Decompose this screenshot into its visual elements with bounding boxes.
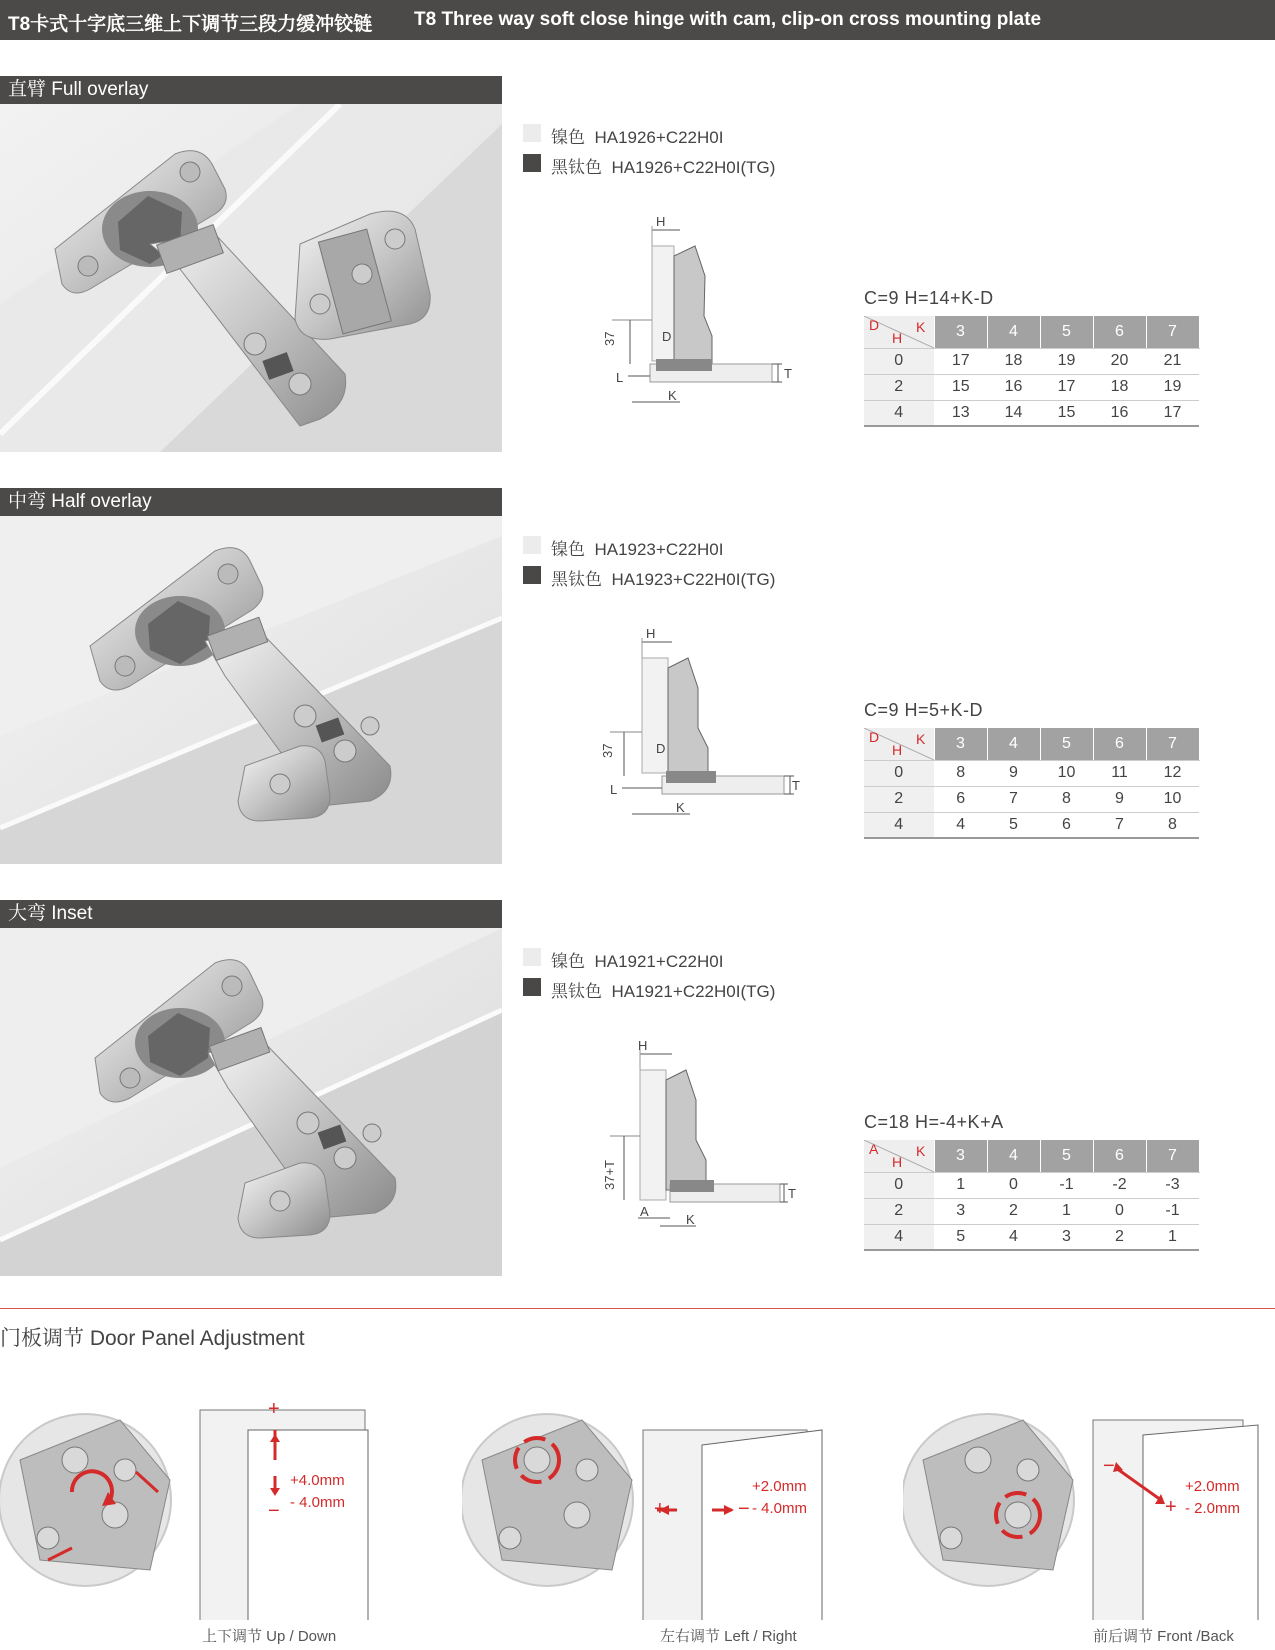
table-row: 2 3 2 1 0 -1 [864,1198,1199,1224]
col-header: 4 [987,316,1040,348]
col-header: 7 [1146,728,1199,760]
black-titanium-swatch [523,978,541,996]
section-divider [0,1308,1275,1309]
adjust-value-plus: +2.0mm [1185,1478,1240,1495]
minus-icon: − [738,1498,750,1520]
section-title: 直臂 Full overlay [0,76,502,104]
label-k: K [668,388,677,403]
section-title: 中弯 Half overlay [0,488,502,516]
col-header: 4 [987,728,1040,760]
col-header: 6 [1093,728,1146,760]
label-a: A [640,1204,649,1219]
label-t: T [788,1186,796,1201]
color-name: 黑钛色 [551,570,602,589]
adjust-value-minus: - 4.0mm [752,1500,808,1517]
plus-icon: + [268,1398,280,1420]
hinge-photo [0,104,502,452]
label-k: K [686,1212,695,1227]
minus-icon: − [1103,1455,1115,1477]
title-cn: T8卡式十字底三维上下调节三段力缓冲铰链 [8,14,373,35]
col-header: 7 [1146,316,1199,348]
col-header: 3 [934,316,987,348]
spec-table [864,1140,1200,1251]
section-full-overlay [0,76,1275,454]
adjust-up-down [0,1400,420,1650]
adjust-left-right [462,1400,882,1650]
label-t: T [784,366,792,381]
col-header: 3 [934,728,987,760]
nickel-swatch [523,948,541,966]
plus-icon: + [654,1498,666,1520]
col-header: 5 [1040,728,1093,760]
table-corner: D H K [864,316,934,348]
formula: C=18 H=-4+K+A [864,1112,1004,1132]
dimension-diagram [600,216,800,406]
color-name: 黑钛色 [551,158,602,177]
color-name: 镍色 [551,540,585,559]
col-header: 6 [1093,316,1146,348]
label-l: L [616,370,624,385]
plus-icon: + [1165,1496,1177,1518]
nickel-swatch [523,124,541,142]
col-header: 3 [934,1140,987,1172]
table-row: 0 8 9 10 11 12 [864,760,1199,786]
label-37-t: 37+T [602,1160,617,1190]
adjust-caption: 前后调节 Front /Back [1093,1628,1234,1645]
color-name: 镍色 [551,952,585,971]
table-row: 0 17 18 19 20 21 [864,348,1199,374]
formula: C=9 H=5+K-D [864,700,984,720]
spec-table [864,728,1200,839]
color-name: 镍色 [551,128,585,147]
model-code: HA1921+C22H0I [594,952,724,971]
col-header: 5 [1040,316,1093,348]
adjust-value-plus: +2.0mm [752,1478,807,1495]
section-half-overlay [0,488,1275,866]
label-l: L [610,782,618,797]
title-en: T8 Three way soft close hinge with cam, clip-on cross mounting plate [414,9,1042,30]
page-header [0,0,1275,40]
col-header: 6 [1093,1140,1146,1172]
adjust-value-plus: +4.0mm [290,1472,345,1489]
model-code: HA1923+C22H0I(TG) [611,570,776,589]
col-header: 7 [1146,1140,1199,1172]
table-row: 0 1 0 -1 -2 -3 [864,1172,1199,1198]
adjust-value-minus: - 4.0mm [290,1494,346,1511]
color-name: 黑钛色 [551,982,602,1001]
spec-table [864,316,1200,427]
label-37: 37 [602,331,617,346]
dimension-diagram [600,1040,800,1230]
label-k: K [676,800,685,815]
label-h: H [638,1040,648,1053]
col-header: 4 [987,1140,1040,1172]
table-row: 4 5 4 3 2 1 [864,1224,1199,1250]
table-row: 4 13 14 15 16 17 [864,400,1199,426]
hinge-photo [0,516,502,864]
nickel-swatch [523,536,541,554]
model-code: HA1923+C22H0I [594,540,724,559]
col-header: 5 [1040,1140,1093,1172]
label-t: T [792,778,800,793]
table-row: 4 4 5 6 7 8 [864,812,1199,838]
section-inset [0,900,1275,1278]
model-code: HA1926+C22H0I(TG) [611,158,776,177]
adjust-front-back [903,1400,1275,1650]
table-corner: A H K [864,1140,934,1172]
label-37: 37 [600,743,615,758]
black-titanium-swatch [523,566,541,584]
adjust-value-minus: - 2.0mm [1185,1500,1241,1517]
model-code: HA1921+C22H0I(TG) [611,982,776,1001]
label-d: D [656,741,666,756]
label-h: H [656,216,666,229]
adjustment-title: 门板调节 Door Panel Adjustment [0,1327,305,1350]
table-corner: D H K [864,728,934,760]
table-row: 2 6 7 8 9 10 [864,786,1199,812]
adjust-caption: 左右调节 Left / Right [660,1628,797,1645]
table-row: 2 15 16 17 18 19 [864,374,1199,400]
adjust-caption: 上下调节 Up / Down [202,1628,337,1645]
label-h: H [646,628,656,641]
section-title: 大弯 Inset [0,900,502,928]
dimension-diagram [600,628,800,818]
black-titanium-swatch [523,154,541,172]
model-code: HA1926+C22H0I [594,128,724,147]
hinge-photo [0,928,502,1276]
formula: C=9 H=14+K-D [864,288,994,308]
label-d: D [662,329,672,344]
minus-icon: − [268,1500,280,1522]
